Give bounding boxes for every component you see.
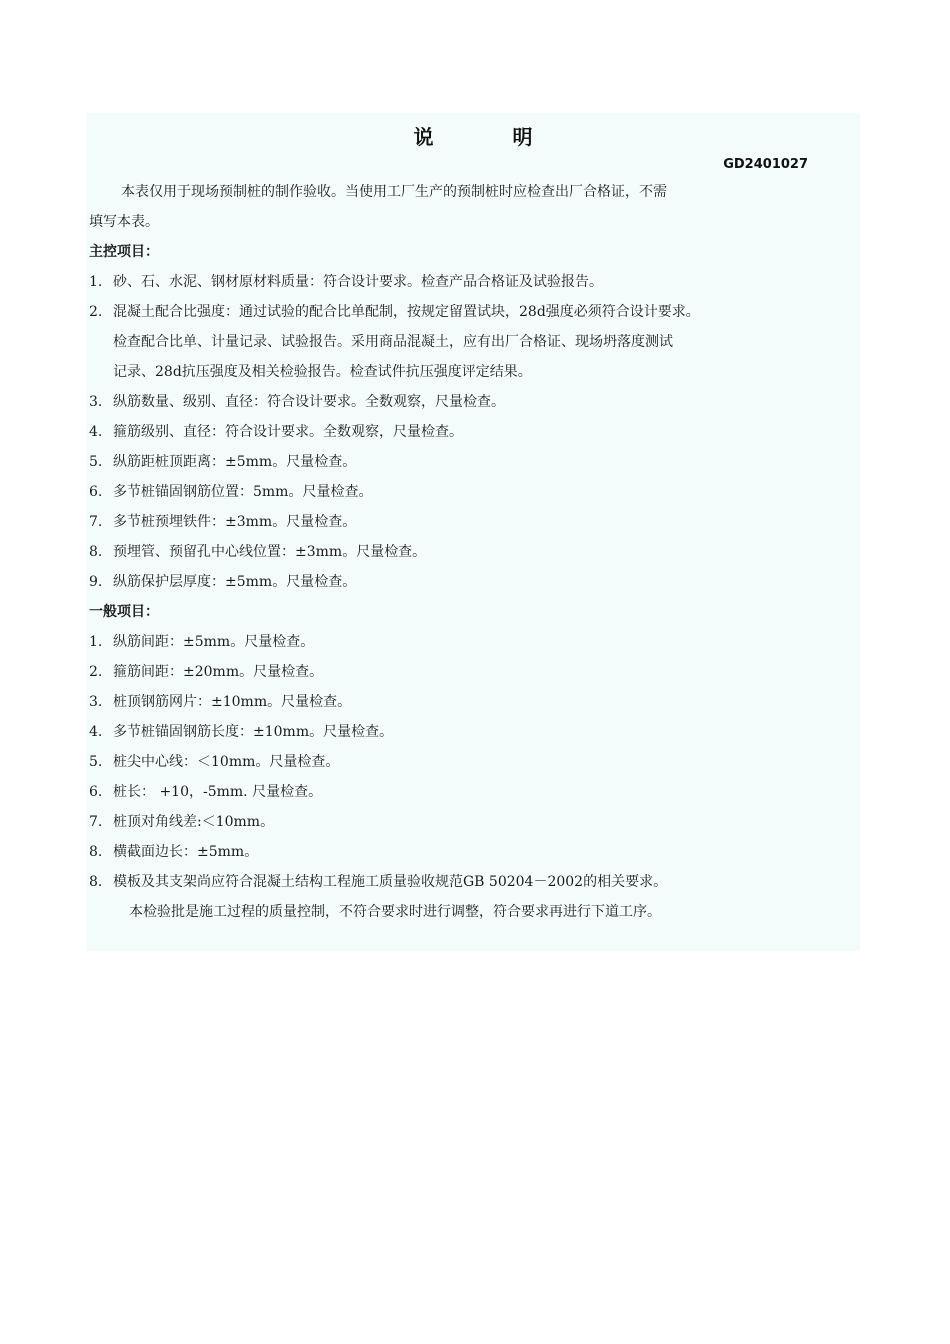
main-control-item bbox=[89, 417, 855, 447]
general-item bbox=[89, 777, 855, 807]
item-text: 纵筋数量、级别、直径：符合设计要求。全数观察，尺量检查。 bbox=[113, 394, 505, 410]
intro-line-1: 本表仅用于现场预制桩的制作验收。当使用工厂生产的预制桩时应检查出厂合格证，不需 bbox=[121, 184, 667, 200]
item-number: 8. bbox=[89, 874, 103, 890]
general-item bbox=[89, 747, 855, 777]
item-text: 模板及其支架尚应符合混凝土结构工程施工质量验收规范GB 50204－2002的相关要求。 bbox=[113, 874, 668, 890]
item-text: 纵筋保护层厚度：±5mm。尺量检查。 bbox=[113, 574, 357, 590]
item-text: 桩顶对角线差:＜10mm。 bbox=[113, 814, 275, 830]
main-control-item-continuation: 记录、28d抗压强度及相关检验报告。检查试件抗压强度评定结果。 bbox=[113, 364, 532, 380]
item-text: 桩尖中心线：＜10mm。尺量检查。 bbox=[113, 754, 340, 770]
description-content bbox=[89, 177, 855, 927]
general-heading: 一般项目： bbox=[89, 604, 159, 620]
item-text: 多节桩预埋铁件：±3mm。尺量检查。 bbox=[113, 514, 357, 530]
general-item bbox=[89, 867, 855, 897]
item-text: 多节桩锚固钢筋长度：±10mm。尺量检查。 bbox=[113, 724, 394, 740]
item-number: 1. bbox=[89, 634, 103, 650]
general-item bbox=[89, 837, 855, 867]
item-number: 6. bbox=[89, 484, 103, 500]
item-number: 1. bbox=[89, 274, 103, 290]
item-text: 多节桩锚固钢筋位置：5mm。尺量检查。 bbox=[113, 484, 373, 500]
item-number: 7. bbox=[89, 514, 103, 530]
item-number: 2. bbox=[89, 304, 103, 320]
general-item bbox=[89, 687, 855, 717]
item-text: 砂、石、水泥、钢材原材料质量：符合设计要求。检查产品合格证及试验报告。 bbox=[113, 274, 603, 290]
main-control-item bbox=[89, 297, 855, 327]
item-number: 6. bbox=[89, 784, 103, 800]
general-item bbox=[89, 717, 855, 747]
item-number: 5. bbox=[89, 454, 103, 470]
main-control-item bbox=[89, 537, 855, 567]
main-control-item bbox=[89, 477, 855, 507]
main-control-item bbox=[89, 447, 855, 477]
item-text: 纵筋距桩顶距离：±5mm。尺量检查。 bbox=[113, 454, 357, 470]
item-text: 桩长： +10，-5mm. 尺量检查。 bbox=[113, 784, 323, 800]
item-number: 7. bbox=[89, 814, 103, 830]
item-text: 预埋管、预留孔中心线位置：±3mm。尺量检查。 bbox=[113, 544, 427, 560]
item-text: 纵筋间距：±5mm。尺量检查。 bbox=[113, 634, 315, 650]
item-text: 箍筋间距：±20mm。尺量检查。 bbox=[113, 664, 324, 680]
main-control-item-continuation: 检查配合比单、计量记录、试验报告。采用商品混凝土，应有出厂合格证、现场坍落度测试 bbox=[113, 334, 673, 350]
item-number: 2. bbox=[89, 664, 103, 680]
item-number: 4. bbox=[89, 724, 103, 740]
item-number: 8. bbox=[89, 844, 103, 860]
main-control-item bbox=[89, 267, 855, 297]
general-item bbox=[89, 807, 855, 837]
item-text: 桩顶钢筋网片：±10mm。尺量检查。 bbox=[113, 694, 352, 710]
item-number: 3. bbox=[89, 694, 103, 710]
item-number: 4. bbox=[89, 424, 103, 440]
item-number: 9. bbox=[89, 574, 103, 590]
item-text: 混凝土配合比强度：通过试验的配合比单配制，按规定留置试块，28d强度必须符合设计要求。 bbox=[113, 304, 700, 320]
intro-line-2: 填写本表。 bbox=[89, 214, 159, 230]
item-text: 箍筋级别、直径：符合设计要求。全数观察，尺量检查。 bbox=[113, 424, 463, 440]
general-item bbox=[89, 627, 855, 657]
main-control-heading: 主控项目： bbox=[89, 244, 159, 260]
form-code: GD2401027 bbox=[723, 157, 808, 172]
item-number: 3. bbox=[89, 394, 103, 410]
main-control-item bbox=[89, 567, 855, 597]
page-title: 说 明 bbox=[413, 125, 569, 149]
item-number: 8. bbox=[89, 544, 103, 560]
main-control-item bbox=[89, 387, 855, 417]
main-control-item bbox=[89, 507, 855, 537]
item-number: 5. bbox=[89, 754, 103, 770]
item-text: 横截面边长：±5mm。 bbox=[113, 844, 259, 860]
description-panel bbox=[86, 113, 860, 951]
closing-note: 本检验批是施工过程的质量控制，不符合要求时进行调整，符合要求再进行下道工序。 bbox=[129, 904, 661, 920]
general-item bbox=[89, 657, 855, 687]
